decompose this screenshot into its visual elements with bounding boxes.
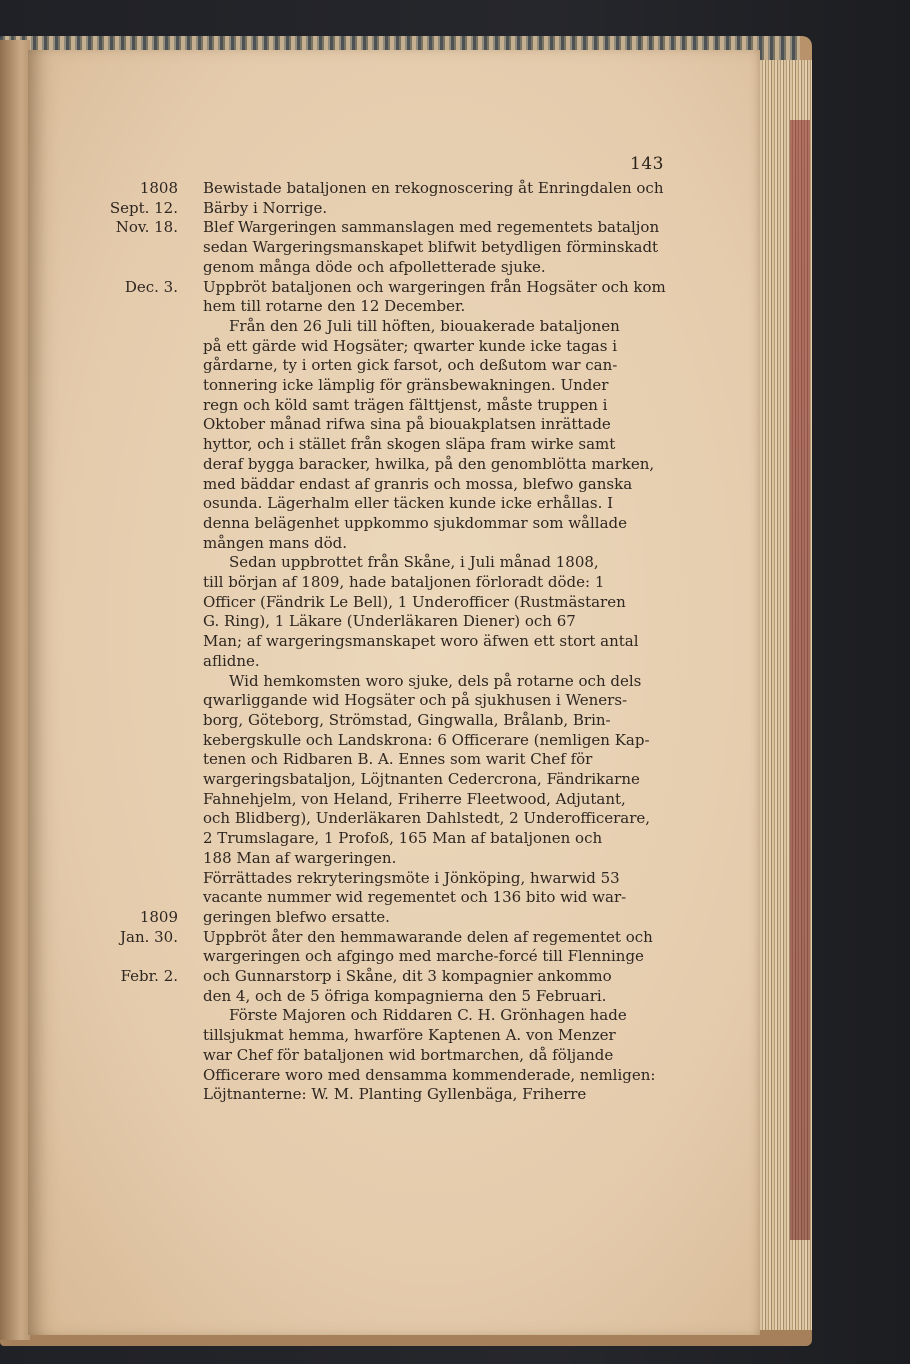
text-line: till början af 1809, hade bataljonen förloradt döde: 1 (203, 573, 605, 591)
text-line: osunda. Lägerhalm eller täcken kunde icke erhållas. I (203, 494, 614, 513)
text-line: denna belägenhet uppkommo sjukdommar som wållade (203, 513, 628, 532)
margin-date-note: Sept. 12. (109, 198, 178, 217)
margin-date-note: Febr. 2. (120, 967, 178, 985)
text-line: Uppbröt bataljonen och wargeringen från Hogsäter och kom (203, 277, 666, 296)
text-line: Officerare woro med densamma kommenderade, nemligen: (203, 1065, 656, 1084)
text-line: Wid hemkomsten woro sjuke, dels på rotarne och dels (229, 671, 642, 690)
text-line: deraf bygga baracker, hwilka, på den genomblötta marken, (203, 454, 655, 473)
margin-date-note: Dec. 3. (124, 277, 178, 296)
text-line: och Blidberg), Underläkaren Dahlstedt, 2 Underofficerare, (203, 809, 651, 828)
text-line: kebergskulle och Landskrona: 6 Officerare (nemligen Kap- (203, 730, 650, 749)
left-page-edge (0, 40, 30, 1340)
text-line: Löjtnanterne: W. M. Planting Gyllenbäga, Friherre (203, 1085, 587, 1104)
text-line: Förste Majoren och Riddaren C. H. Grönhagen hade (229, 1006, 627, 1025)
fore-edge-stain (790, 120, 810, 1240)
text-line: den 4, och de 5 öfriga kompagnierna den 5 Februari. (203, 986, 607, 1005)
margin-date-note: Nov. 18. (115, 218, 178, 237)
text-line: aflidne. (203, 651, 260, 670)
text-line: sedan Wargeringsmanskapet blifwit betydligen förminskadt (203, 238, 659, 257)
text-line: på ett gärde wid Hogsäter; qwarter kunde icke tagas i (203, 336, 618, 355)
text-line: Uppbröt åter den hemmawarande delen af regementet och (203, 927, 653, 946)
text-line: Oktober månad rifwa sina på biouakplatsen inrättade (203, 415, 611, 434)
text-line: Man; af wargeringsmanskapet woro äfwen ett stort antal (203, 632, 639, 651)
text-line: Bewistade bataljonen en rekognoscering åt Enringdalen och (203, 179, 664, 197)
margin-date-note: 1808 (139, 179, 178, 197)
text-line: borg, Göteborg, Strömstad, Gingwalla, Brålanb, Brin- (203, 710, 611, 729)
text-line: vacante nummer wid regementet och 136 bito wid war- (203, 888, 627, 907)
text-line: Bärby i Norrige. (203, 198, 328, 217)
text-line: regn och köld samt trägen fälttjenst, måste truppen i (203, 395, 608, 414)
text-line: tillsjukmat hemma, hwarföre Kaptenen A. von Menzer (203, 1026, 616, 1045)
text-line: war Chef för bataljonen wid bortmarchen, då följande (203, 1045, 614, 1064)
text-line: wargeringen och afgingo med marche-forcé till Flenninge (203, 947, 644, 966)
page-number: 143 (630, 154, 664, 174)
text-line: genom många döde och afpolletterade sjuke. (203, 257, 546, 276)
text-line: Sedan uppbrottet från Skåne, i Juli månad 1808, (229, 553, 599, 572)
text-line: geringen blefwo ersatte. (203, 907, 390, 926)
text-line: tonnering icke lämplig för gränsbewakningen. Under (203, 376, 609, 394)
text-line: Fahnehjelm, von Heland, Friherre Fleetwood, Adjutant, (203, 789, 626, 808)
text-line: wargeringsbataljon, Löjtnanten Cedercrona, Fändrikarne (203, 770, 640, 788)
margin-date-note: 1809 (139, 907, 178, 926)
text-line: qwarliggande wid Hogsäter och på sjukhusen i Weners- (203, 691, 628, 710)
text-line: tenen och Ridbaren B. A. Ennes som warit Chef för (203, 750, 593, 769)
text-line: Officer (Fändrik Le Bell), 1 Underofficer (Rustmästaren (203, 592, 626, 611)
text-line: gårdarne, ty i orten gick farsot, och deßutom war can- (203, 356, 618, 375)
text-line: med bäddar endast af granris och mossa, blefwo ganska (203, 474, 633, 493)
text-line: 188 Man af wargeringen. (203, 848, 397, 867)
text-line: Förrättades rekryteringsmöte i Jönköping, hwarwid 53 (203, 868, 620, 887)
text-line: och Gunnarstorp i Skåne, dit 3 kompagnier ankommo (203, 967, 612, 985)
text-line: Från den 26 Juli till höften, biouakerade bataljonen (229, 316, 620, 335)
margin-date-note: Jan. 30. (119, 927, 178, 946)
text-line: hem till rotarne den 12 December. (203, 297, 466, 316)
text-line: hyttor, och i stället från skogen släpa fram wirke samt (203, 435, 616, 454)
text-line: Blef Wargeringen sammanslagen med regementets bataljon (203, 218, 660, 237)
text-line: G. Ring), 1 Läkare (Underläkaren Diener) och 67 (203, 612, 576, 631)
text-line: 2 Trumslagare, 1 Profoß, 165 Man af bataljonen och (203, 829, 603, 848)
text-line: mången mans död. (203, 533, 348, 552)
